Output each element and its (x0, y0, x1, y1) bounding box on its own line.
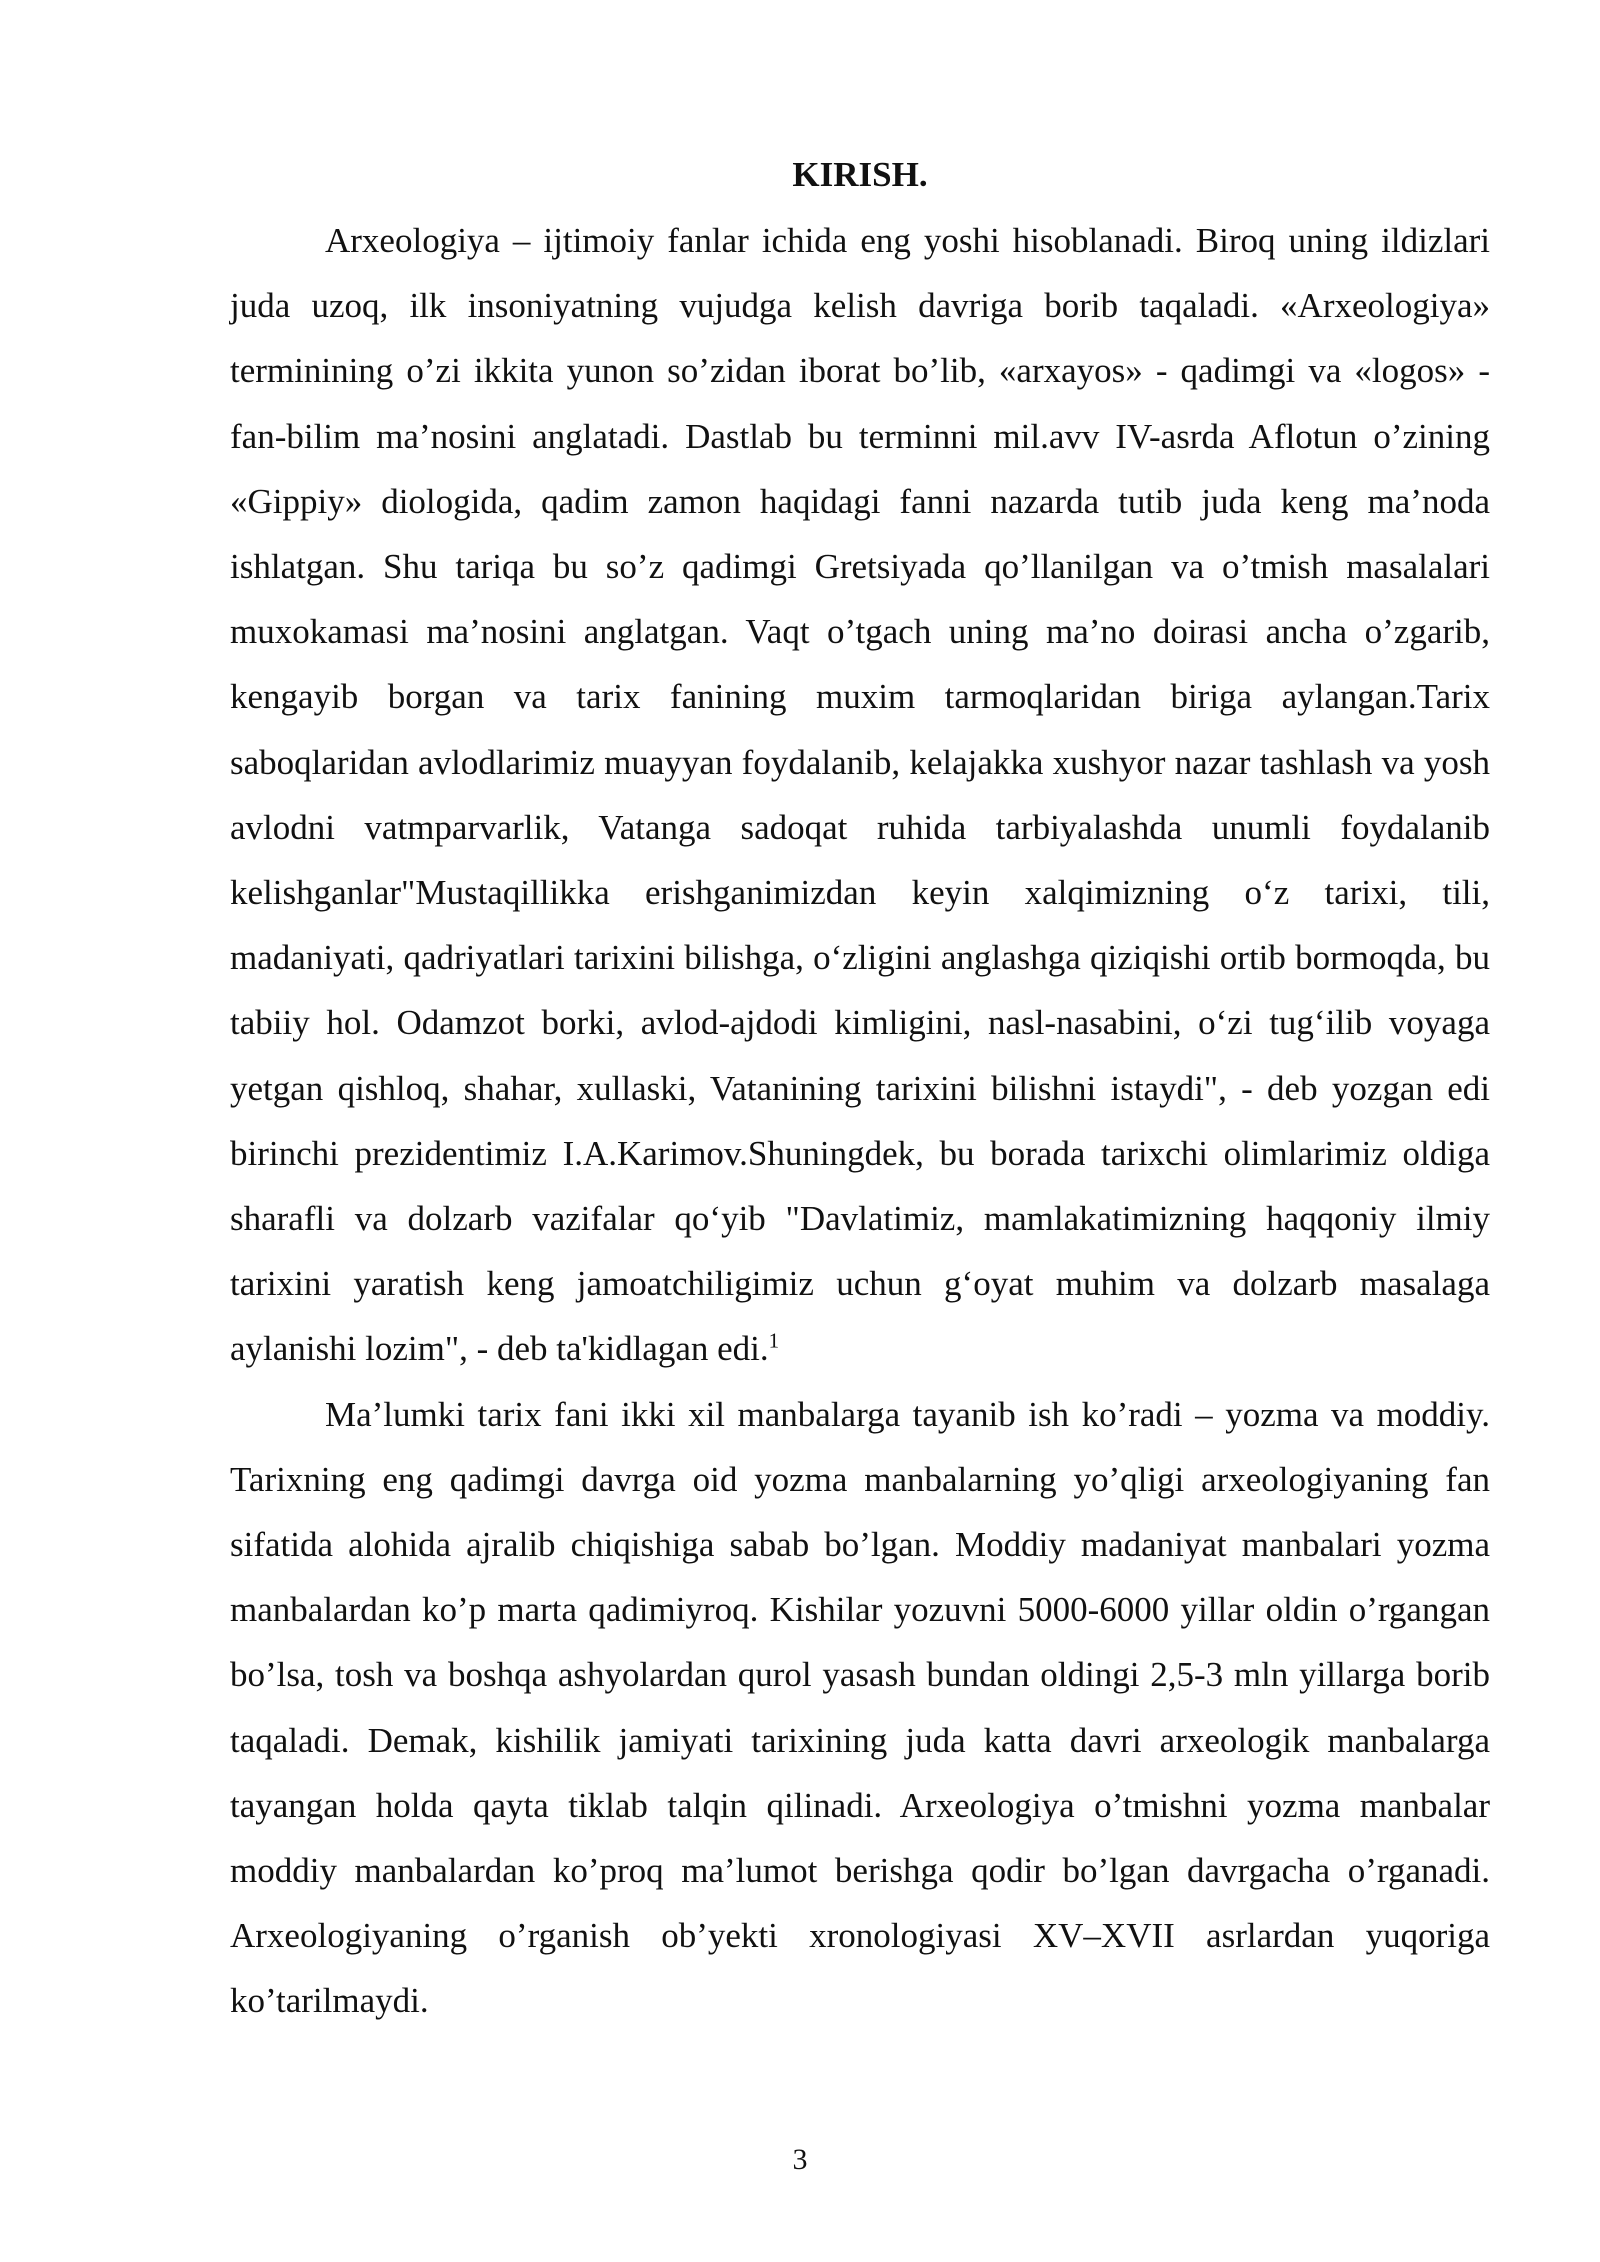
paragraph-1-text: Arxeologiya – ijtimoiy fanlar ichida eng yoshi hisoblanadi. Biroq uning ildizlari juda uzoq, ilk insoniyatning vujudga kelish davriga borib taqaladi. «Arxeologiya» terminining o’zi ikkita yunon so’zidan iborat bo’lib, «arxayos» - qadimgi va «logos» - fan-bilim ma’nosini anglatadi. Dastlab bu terminni mil.avv IV-asrda Aflotun o’zining «Gippiy» diologida, qadim zamon haqidagi fanni nazarda tutib juda keng ma’noda ishlatgan. Shu tariqa bu so’z qadimgi Gretsiyada qo’llanilgan va o’tmish masalalari muxokamasi ma’nosini anglatgan. Vaqt o’tgach uning ma’no doirasi ancha o’zgarib, kengayib borgan va tarix fanining muxim tarmoqlaridan biriga aylangan.Tarix saboqlaridan avlodlarimiz muayyan foydalanib, kelajakka xushyor nazar tashlash va yosh avlodni vatmparvarlik, Vatanga sadoqat ruhida tarbiyalashda unumli foydalanib kelishganlar"Mustaqillikka erishganimizdan keyin xalqimizning o‘z tarixi, tili, madaniyati, qadriyatlari tarixini bilishga, o‘zligini anglashga qiziqishi ortib bormoqda, bu tabiiy hol. Odamzot borki, avlod-ajdodi kimligini, nasl-nasabini, o‘zi tug‘ilib voyaga yetgan qishloq, shahar, xullaski, Vatanining tarixini bilishni istaydi", - deb yozgan edi birinchi prezidentimiz I.A.Karimov.Shuningdek, bu borada tarixchi olimlarimiz oldiga sharafli va dolzarb vazifalar qo‘yib "Davlatimiz, mamlakatimizning haqqoniy ilmiy tarixini yaratish keng jamoatchiligimiz uchun g‘oyat muhim va dolzarb masalaga aylanishi lozim", - deb ta'kidlagan edi. (230, 221, 1490, 1369)
paragraph-2 (230, 1382, 1490, 2034)
section-title: KIRISH. (792, 155, 928, 194)
page-content (230, 150, 1490, 2034)
paragraph-2-text: Ma’lumki tarix fani ikki xil manbalarga tayanib ish ko’radi – yozma va moddiy. Tarixning eng qadimgi davrga oid yozma manbalarning yo’qligi arxeologiyaning fan sifatida alohida ajralib chiqishiga sabab bo’lgan. Moddiy madaniyat manbalari yozma manbalardan ko’p marta qadimiyroq. Kishilar yozuvni 5000-6000 yillar oldin o’rgangan bo’lsa, tosh va boshqa ashyolardan qurol yasash bundan oldingi 2,5-3 mln yillarga borib taqaladi. Demak, kishilik jamiyati tarixining juda katta davri arxeologik manbalarga tayangan holda qayta tiklab talqin qilinadi. Arxeologiya o’tmishni yozma manbalar moddiy manbalardan ko’proq ma’lumot berishga qodir bo’lgan davrgacha o’rganadi. Arxeologiyaning o’rganish ob’yekti xronologiyasi XV–XVII asrlardan yuqoriga ko’tarilmaydi. (230, 1394, 1490, 2021)
paragraph-1 (230, 208, 1490, 1382)
footnote-marker[interactable]: 1 (768, 1328, 780, 1353)
page-number: 3 (792, 2143, 808, 2176)
